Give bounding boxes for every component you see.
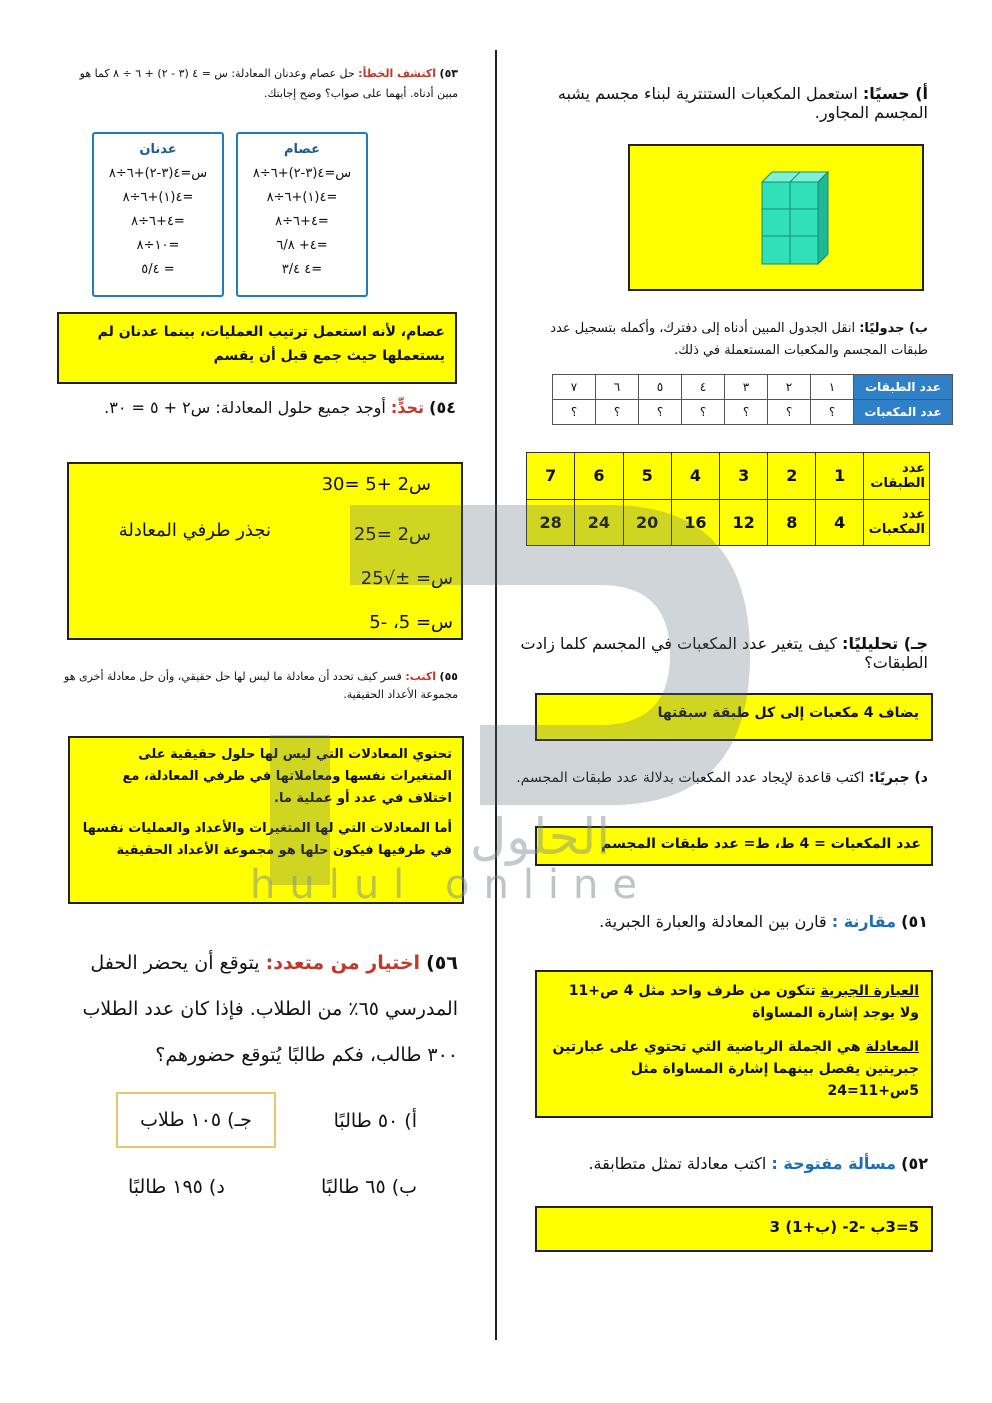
answer-table-cubes-row — [527, 499, 930, 546]
choice-b[interactable]: ب) ٦٥ طالبًا — [320, 1176, 417, 1198]
answer-cell: 5 — [623, 453, 671, 500]
given-table-cubes-row — [553, 400, 953, 425]
q55-text: فسر كيف تحدد أن معادلة ما ليس لها حل حقيقي، وأن حل معادلة أخرى هو مجموعة الأعداد الحقيقية. — [64, 670, 458, 701]
answer-cell: 2 — [768, 453, 816, 500]
answer-cell: 16 — [671, 499, 719, 546]
question-53 — [64, 64, 458, 104]
q53-number: ٥٣) — [439, 67, 458, 80]
question-c — [512, 634, 928, 672]
question-a — [512, 84, 928, 122]
answer-53-text: عصام، لأنه استعمل ترتيب العمليات، بينما عدنان لم يستعملها حيث جمع قبل أن يقسم — [97, 324, 445, 364]
adnan-line: =٤+٦÷٨ — [131, 214, 185, 229]
answer-51 — [535, 970, 933, 1118]
q51-text: قارن بين المعادلة والعبارة الجبرية. — [599, 912, 827, 931]
given-cell: ١ — [811, 375, 854, 400]
given-cell: ٧ — [553, 375, 596, 400]
a54-line1: س2 +5 =30 — [321, 474, 431, 495]
q55-label: اكتب: — [405, 670, 437, 683]
answer-52-text: 3 (ب+1) -5=3ب -2 — [769, 1218, 919, 1236]
question-b — [512, 318, 928, 362]
question-56 — [60, 940, 458, 1078]
given-cell: ٢ — [768, 375, 811, 400]
answer-54 — [67, 462, 463, 640]
qc-text: كيف يتغير عدد المكعبات في المجسم كلما زادت الطبقات؟ — [520, 634, 928, 672]
q54-number: ٥٤) — [429, 398, 456, 417]
a51-text-2: هي الجملة الرياضية التي تحتوي على عبارتين جبريتين يفصل بينهما إشارة المساواة مثل 5س+11=24 — [552, 1039, 919, 1099]
q51-label: مقارنة : — [831, 912, 897, 931]
answer-c-text: يضاف 4 مكعبات إلى كل طبقة سبقتها — [657, 705, 919, 721]
given-cell: ؟ — [639, 400, 682, 425]
cube-figure-box — [628, 144, 924, 291]
choice-a[interactable]: أ) ٥٠ طالبًا — [333, 1110, 417, 1132]
a54-line2-note: نجذر طرفي المعادلة — [118, 520, 271, 541]
q56-label: اختيار من متعدد: — [265, 952, 421, 974]
adnan-line: =١٠÷٨ — [136, 238, 180, 253]
answer-table-header: عدد الطبقات — [864, 453, 930, 500]
q51-number: ٥١) — [901, 912, 928, 931]
question-d — [512, 770, 928, 786]
essam-solution-card — [236, 132, 368, 297]
answer-cell: 3 — [720, 453, 768, 500]
given-table-header: عدد الطبقات — [854, 375, 953, 400]
a51-paragraph-2 — [549, 1036, 919, 1102]
answer-cell: 8 — [768, 499, 816, 546]
answer-cell: 4 — [671, 453, 719, 500]
answer-cell: 20 — [623, 499, 671, 546]
choice-c[interactable] — [116, 1092, 276, 1148]
answer-cell: 4 — [816, 499, 864, 546]
adnan-line: = ٥/٤ — [141, 262, 175, 277]
given-cell: ؟ — [725, 400, 768, 425]
watermark-arabic: الحلول — [470, 808, 611, 866]
q52-label: مسألة مفتوحة : — [771, 1154, 897, 1173]
given-cell: ؟ — [553, 400, 596, 425]
adnan-name: عدنان — [139, 142, 177, 157]
q54-text: أوجد جميع حلول المعادلة: س٢ + ٥ = ٣٠. — [104, 398, 386, 417]
choice-c-label: جـ) ١٠٥ طلاب — [140, 1109, 252, 1131]
essam-line: =٤(١)+٦÷٨ — [266, 190, 338, 205]
qa-label: أ) حسيًا: — [862, 84, 928, 103]
q55-number: ٥٥) — [439, 670, 458, 683]
answer-cell: 28 — [527, 499, 575, 546]
essam-line: س=٤(٣-٢)+٦÷٨ — [252, 166, 352, 181]
answer-cell: 6 — [575, 453, 623, 500]
q56-number: ٥٦) — [426, 952, 458, 974]
a54-line2: س2 =25 — [353, 524, 431, 545]
q54-label: تحدٍّ: — [390, 398, 425, 417]
essam-name: عصام — [283, 142, 321, 157]
qd-text: اكتب قاعدة لإيجاد عدد المكعبات بدلالة عدد طبقات المجسم. — [516, 770, 865, 786]
answer-d-text: عدد المكعبات = 4 ط، ط= عدد طبقات المجسم — [601, 836, 921, 852]
adnan-solution-card — [92, 132, 224, 297]
given-cell: ؟ — [596, 400, 639, 425]
given-cell: ؟ — [768, 400, 811, 425]
q56-text: يتوقع أن يحضر الحفل المدرسي ٦٥٪ من الطلاب. فإذا كان عدد الطلاب ٣٠٠ طالب، فكم طالبًا يُتوقع حضورهم؟ — [82, 952, 458, 1066]
a51-term-1: العبارة الجبرية — [820, 983, 919, 999]
given-cell: ؟ — [682, 400, 725, 425]
choice-d[interactable]: د) ١٩٥ طالبًا — [128, 1176, 225, 1198]
qc-label: جـ) تحليليًا: — [842, 634, 928, 653]
essam-line: =٤+٦÷٨ — [275, 214, 329, 229]
a55-paragraph-1: تحتوي المعادلات التي ليس لها حلول حقيقية على المتغيرات نفسها ومعاملاتها في طرفي المعادلة، مع اختلاف في عدد أو عملية ما. — [122, 747, 452, 806]
q53-label: اكتشف الخطأ: — [358, 67, 437, 80]
a54-line3: س= ±√25 — [360, 568, 453, 589]
a54-line4: س= 5، -5 — [369, 612, 453, 633]
watermark-text: hulul online — [250, 862, 652, 908]
answer-cell: 7 — [527, 453, 575, 500]
question-55 — [60, 668, 458, 704]
a55-paragraph-2: أما المعادلات التي لها المتغيرات والأعداد والعمليات نفسها في طرفيها فيكون حلها هو مجموعة الأعداد الحقيقية — [82, 821, 452, 858]
given-table-header: عدد المكعبات — [854, 400, 953, 425]
answer-cell: 1 — [816, 453, 864, 500]
qd-label: د) جبريًا: — [868, 770, 928, 786]
question-54 — [60, 398, 456, 417]
adnan-line: =٤(١)+٦÷٨ — [122, 190, 194, 205]
given-cell: ٦ — [596, 375, 639, 400]
answer-table-header: عدد المكعبات — [864, 499, 930, 546]
given-cell: ٣ — [725, 375, 768, 400]
given-cell: ؟ — [811, 400, 854, 425]
answer-table-layers-row — [527, 453, 930, 500]
qb-label: ب) جدوليًا: — [859, 321, 928, 336]
cube-stack-icon — [630, 146, 922, 289]
essam-line: =٤+ ٦/٨ — [276, 238, 328, 253]
answer-53 — [57, 312, 457, 384]
q52-text: اكتب معادلة تمثل متطابقة. — [588, 1154, 767, 1173]
a51-text-1: تتكون من طرف واحد مثل 4 ص+11 ولا يوجد إشارة المساواة — [568, 983, 919, 1021]
answer-cell: 24 — [575, 499, 623, 546]
a51-term-2: المعادلة — [865, 1039, 919, 1055]
question-52 — [512, 1154, 928, 1173]
essam-line: =٤ ٣/٤ — [281, 262, 323, 277]
answer-cell: 12 — [720, 499, 768, 546]
answer-c — [535, 693, 933, 741]
question-51 — [512, 912, 928, 931]
given-cell: ٥ — [639, 375, 682, 400]
column-divider — [495, 50, 497, 1340]
given-cell: ٤ — [682, 375, 725, 400]
q53-text: حل عصام وعدنان المعادلة: س = ٤ (٣ - ٢) + ٦ ÷ ٨ كما هو مبين أدناه. أيهما على صواب؟ وضح إجابتك. — [79, 67, 458, 100]
qa-text: استعمل المكعبات الستنترية لبناء مجسم يشبه المجسم المجاور. — [557, 84, 928, 122]
given-table-layers-row — [553, 375, 953, 400]
given-table — [552, 374, 953, 425]
qb-text: انقل الجدول المبين أدناه إلى دفترك، وأكمله بتسجيل عدد طبقات المجسم والمكعبات المستعملة في ذلك. — [550, 321, 928, 358]
answer-table — [526, 452, 930, 546]
adnan-line: س=٤(٣-٢)+٦÷٨ — [108, 166, 208, 181]
a51-paragraph-1 — [549, 980, 919, 1024]
q52-number: ٥٢) — [901, 1154, 928, 1173]
answer-52 — [535, 1206, 933, 1252]
